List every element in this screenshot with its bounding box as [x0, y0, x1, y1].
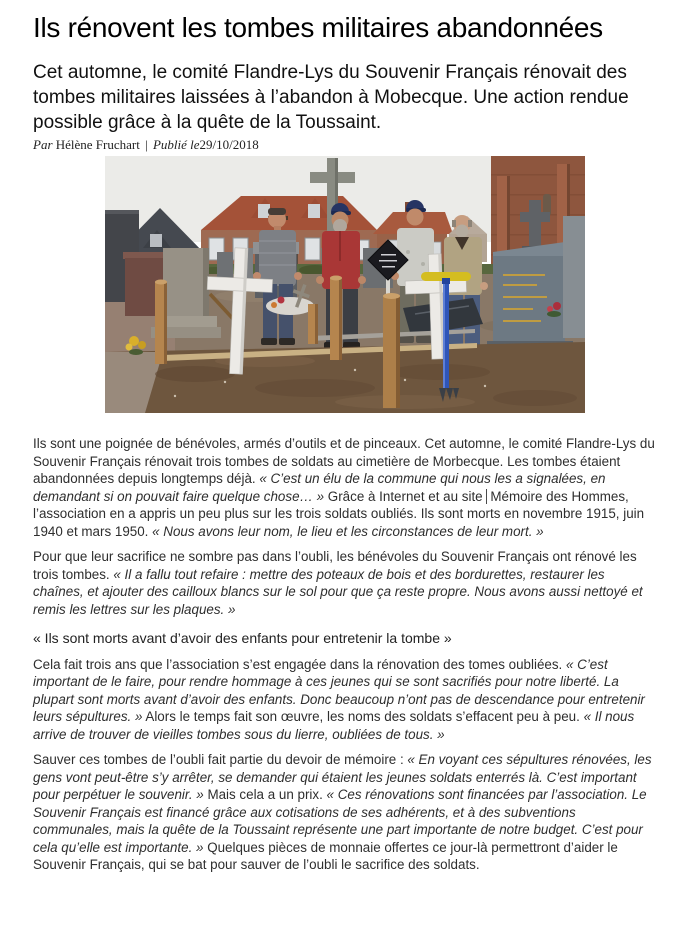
article-lede: Cet automne, le comité Flandre-Lys du Souvenir Français rénovait des tombes militaires laissées à l’abandon à Mobecque. Une action rendue possible grâce à la quête de la Toussaint. — [33, 62, 629, 134]
byline-par-label: Par — [33, 137, 53, 153]
quote-text: « Il a fallu tout refaire : mettre des poteaux de bois et des bordurettes, restaurer les chaînes, et ajouter des cailloux blancs sur le sol pour que ça reste propre. Nous avons aussi nettoyé et remis les lettres sur les plaques. » — [33, 566, 643, 617]
body-text: Cela fait trois ans que l’association s’est engagée dans la rénovation des tomes oubliées. — [33, 656, 566, 672]
article-paragraph — [33, 751, 655, 874]
quote-text: « Nous avons leur nom, le lieu et les circonstances de leur mort. » — [152, 523, 544, 539]
body-text: Sauver ces tombes de l’oubli fait partie du devoir de mémoire : — [33, 752, 408, 768]
body-text: Grâce à Internet et au site — [324, 488, 483, 504]
quote-text: « Il nous arrive de trouver de vieilles tombes sous du lierre, oubliées de tous. » — [33, 709, 635, 742]
article-headline: Ils rénovent les tombes militaires abandonnées — [33, 12, 603, 43]
body-text: Pour que leur sacrifice ne sombre pas dans l’oubli, les bénévoles du Souvenir Français ont rénové les trois tombes. — [33, 549, 637, 582]
quote-text: « C’est un élu de la commune qui nous les a signalées, en demandant si on pouvait faire quelque chose… » — [33, 471, 606, 504]
article-paragraph — [33, 656, 655, 744]
byline — [33, 137, 655, 153]
byline-published-label: Publié le — [152, 137, 200, 153]
byline-separator: | — [145, 137, 148, 153]
cemetery-photo-illustration — [105, 156, 585, 413]
quote-text: « En voyant ces sépultures rénovées, les gens vont peut-être s’y arrêter, se demander qui étaient les jeunes soldats enterrés là. C’est important pour perpétuer le souvenir. » — [33, 752, 652, 803]
article-photo — [105, 156, 585, 413]
body-text: Mémoire des Hommes, l’association en a appris un peu plus sur les trois soldats oubliés. Ils sont morts en novembre 1915, juin 1940 et mars 1950. — [33, 488, 645, 539]
article-paragraph — [33, 435, 655, 540]
body-text: Alors le temps fait son œuvre, les noms des soldats s’effacent peu à peu. — [142, 709, 584, 725]
body-text: Quelques pièces de monnaie offertes ce jour-là permettront d’aider le Souvenir Français, qui se bat pour sauver de l’oubli le sacrifice des soldats. — [33, 839, 618, 873]
article-paragraph — [33, 548, 655, 618]
byline-author: Hélène Fruchart — [55, 137, 140, 153]
body-text: Ils sont une poignée de bénévoles, armés d’outils et de pinceaux. Cet automne, le comité Flandre-Lys du Souvenir Français rénovait trois tombes de soldats au cimetière de Morbecque. Les tombes étaient abandonnées depuis longtemps déjà. — [33, 436, 655, 487]
article-subheading: « Ils sont morts avant d’avoir des enfants pour entretenir la tombe » — [33, 630, 452, 647]
body-text: Mais cela a un prix. — [203, 787, 327, 803]
article-body — [33, 435, 655, 874]
quote-text: « Ces rénovations sont financées par l’association. Le Souvenir Français est financé grâce aux cotisations de ses adhérents, et à des subventions communales, mais la quête de la Toussaint représente une part importante de notre budget. C’est pour cela qu’elle est importante. » — [33, 787, 647, 855]
quote-text: « C’est important de le faire, pour rendre hommage à ces jeunes qui se sont sacrifiés pour notre liberté. La plupart sont morts avant d’avoir des enfants. Donc beaucoup n’ont pas de descendance pour entretenir leurs sépultures. » — [33, 656, 645, 725]
byline-date: 29/10/2018 — [199, 137, 259, 153]
